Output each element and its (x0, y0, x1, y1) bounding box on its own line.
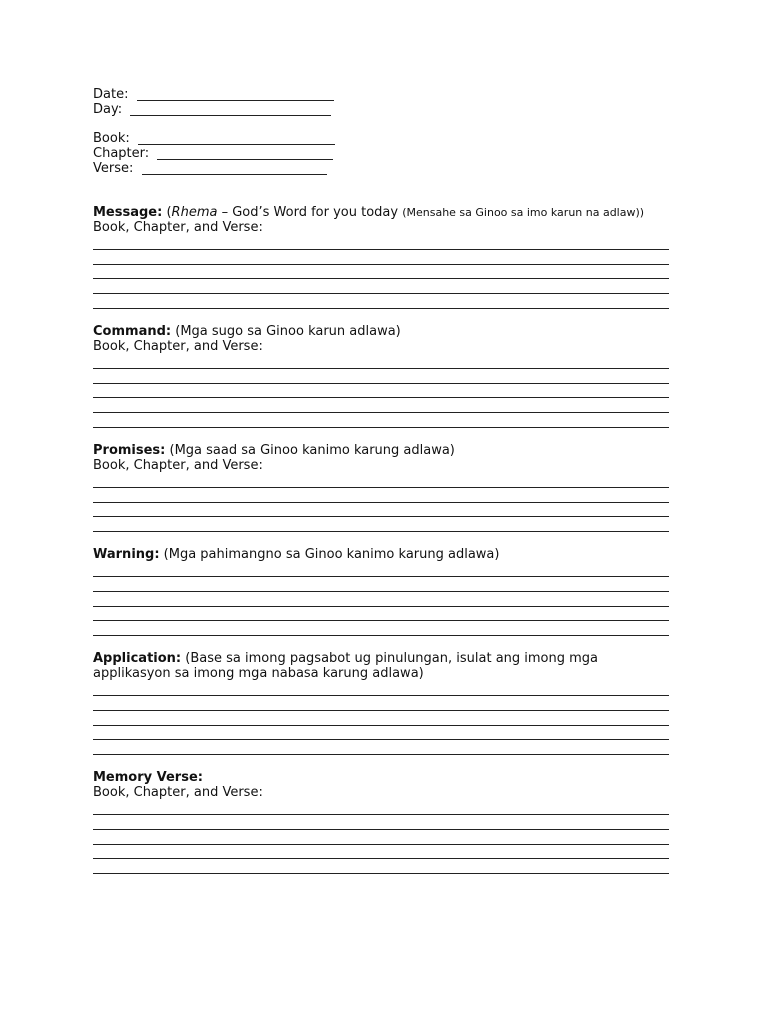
memory-verse-writing-lines (93, 800, 673, 874)
verse-blank[interactable] (142, 161, 327, 176)
application-writing-lines (93, 681, 673, 755)
promises-description: (Mga saad sa Ginoo kanimo karung adlawa) (165, 442, 455, 458)
verse-field (93, 161, 673, 176)
promises-heading (93, 443, 673, 458)
warning-title: Warning: (93, 547, 160, 563)
writing-line[interactable] (93, 607, 673, 622)
date-blank[interactable] (137, 87, 334, 102)
message-rhema: Rhema (171, 205, 218, 220)
journal-form (93, 87, 673, 874)
writing-line[interactable] (93, 845, 673, 860)
message-title: Message: (93, 205, 163, 220)
promises-title: Promises: (93, 442, 166, 458)
warning-description: (Mga pahimangno sa Ginoo kanimo karung adlawa) (159, 547, 500, 563)
command-writing-lines (93, 354, 673, 428)
message-subtitle: Book, Chapter, and Verse: (93, 220, 263, 235)
warning-section (93, 547, 673, 636)
chapter-label: Chapter: (93, 146, 150, 161)
promises-section (93, 443, 673, 532)
writing-line[interactable] (93, 681, 673, 696)
command-title: Command: (93, 323, 172, 339)
command-description: (Mga sugo sa Ginoo karun adlawa) (171, 323, 401, 339)
command-heading (93, 324, 673, 339)
day-blank[interactable] (130, 102, 331, 117)
spacer (93, 117, 673, 131)
date-field (93, 87, 673, 102)
book-field (93, 131, 673, 146)
writing-line[interactable] (93, 740, 673, 755)
writing-line[interactable] (93, 800, 673, 815)
application-heading (93, 651, 673, 666)
promises-subtitle: Book, Chapter, and Verse: (93, 457, 263, 473)
writing-line[interactable] (93, 265, 673, 280)
message-section (93, 205, 673, 309)
memory-verse-subtitle: Book, Chapter, and Verse: (93, 785, 263, 801)
writing-line[interactable] (93, 830, 673, 845)
writing-line[interactable] (93, 488, 673, 503)
writing-line[interactable] (93, 621, 673, 636)
writing-line[interactable] (93, 235, 673, 250)
application-title: Application: (93, 651, 182, 667)
application-description-line2: applikasyon sa imong mga nabasa karung adlawa) (93, 666, 424, 682)
writing-line[interactable] (93, 562, 673, 577)
chapter-field (93, 146, 673, 161)
day-field (93, 102, 673, 117)
date-label: Date: (93, 87, 129, 102)
writing-line[interactable] (93, 711, 673, 726)
writing-line[interactable] (93, 250, 673, 265)
memory-verse-section (93, 770, 673, 874)
writing-line[interactable] (93, 815, 673, 830)
message-writing-lines (93, 235, 673, 309)
application-section (93, 651, 673, 755)
writing-line[interactable] (93, 473, 673, 488)
verse-label: Verse: (93, 161, 134, 176)
warning-heading (93, 547, 673, 562)
writing-line[interactable] (93, 696, 673, 711)
writing-line[interactable] (93, 294, 673, 309)
message-heading (93, 205, 673, 220)
message-open-paren: ( (162, 205, 172, 220)
message-description: – God’s Word for you today (217, 205, 403, 220)
writing-line[interactable] (93, 726, 673, 741)
application-description: (Base sa imong pagsabot ug pinulungan, isulat ang imong mga (181, 651, 599, 667)
writing-line[interactable] (93, 354, 673, 369)
writing-line[interactable] (93, 369, 673, 384)
memory-verse-heading (93, 770, 673, 785)
writing-line[interactable] (93, 577, 673, 592)
writing-line[interactable] (93, 517, 673, 532)
message-note: (Mensahe sa Ginoo sa imo karun na adlaw)) (402, 206, 645, 219)
memory-verse-title: Memory Verse: (93, 770, 203, 786)
command-section (93, 324, 673, 428)
book-blank[interactable] (138, 131, 335, 146)
promises-writing-lines (93, 473, 673, 532)
writing-line[interactable] (93, 384, 673, 399)
book-label: Book: (93, 131, 130, 146)
command-subtitle: Book, Chapter, and Verse: (93, 338, 263, 354)
writing-line[interactable] (93, 413, 673, 428)
writing-line[interactable] (93, 279, 673, 294)
writing-line[interactable] (93, 398, 673, 413)
day-label: Day: (93, 102, 123, 117)
writing-line[interactable] (93, 859, 673, 874)
chapter-blank[interactable] (157, 146, 333, 161)
writing-line[interactable] (93, 592, 673, 607)
warning-writing-lines (93, 562, 673, 636)
writing-line[interactable] (93, 503, 673, 518)
